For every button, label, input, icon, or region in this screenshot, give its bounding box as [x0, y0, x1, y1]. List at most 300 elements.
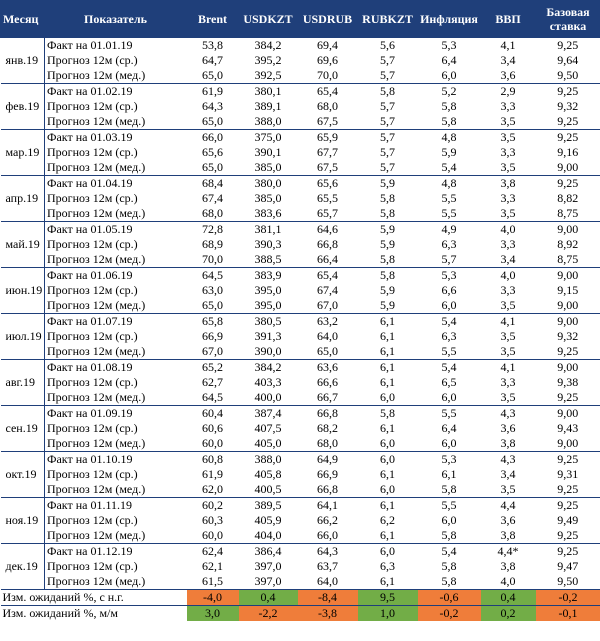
indicator-cell: Прогноз 12м (ср.) — [47, 191, 138, 205]
value-cell: 65,0 — [187, 160, 239, 176]
indicator-cell: Прогноз 12м (мед.) — [45, 206, 187, 222]
value-cell: 9,00 — [536, 436, 600, 452]
change-value-cell: 0,4 — [239, 590, 298, 606]
value-cell: 64,6 — [298, 222, 358, 238]
value-cell: 65,0 — [187, 68, 239, 84]
value-cell: 3,5 — [481, 344, 536, 360]
value-cell: 5,7 — [358, 114, 418, 130]
value-cell: 6,3 — [441, 237, 457, 251]
value-cell: 6,6 — [441, 283, 457, 297]
value-cell: 5,9 — [441, 145, 457, 159]
value-cell: 6,1 — [358, 574, 418, 590]
table-row — [1, 53, 600, 68]
table-row — [1, 222, 600, 238]
indicator-cell: Факт на 01.08.19 — [45, 360, 187, 376]
value-cell: 397,0 — [254, 559, 282, 573]
value-cell: 5,9 — [380, 237, 395, 251]
value-cell: 405,9 — [254, 513, 282, 527]
value-cell: 388,0 — [239, 114, 298, 130]
table-row — [1, 68, 600, 84]
value-cell: 383,6 — [239, 206, 298, 222]
value-cell: 6,0 — [418, 436, 481, 452]
month-cell: дек.19 — [1, 544, 45, 590]
table-row — [1, 268, 600, 284]
value-cell: 3,5 — [500, 329, 516, 343]
indicator-cell: Факт на 01.01.19 — [45, 38, 187, 54]
month-cell: окт.19 — [1, 452, 45, 498]
table-row — [1, 421, 600, 436]
value-cell: 4,1 — [481, 360, 536, 376]
value-cell: 60,0 — [187, 436, 239, 452]
indicator-cell: Прогноз 12м (ср.) — [47, 237, 138, 251]
value-cell: 4,0 — [481, 222, 536, 238]
value-cell: 5,8 — [358, 406, 418, 422]
value-cell: 67,7 — [317, 145, 338, 159]
indicator-cell: Факт на 01.09.19 — [45, 406, 187, 422]
value-cell: 6,5 — [441, 375, 457, 389]
value-cell: 66,7 — [298, 390, 358, 406]
value-cell: 8,75 — [536, 252, 600, 268]
header-indicator: Показатель — [45, 0, 187, 38]
value-cell: 390,0 — [239, 344, 298, 360]
change-value-cell: -0,1 — [536, 606, 600, 622]
value-cell: 66,8 — [298, 482, 358, 498]
value-cell: 60,4 — [187, 406, 239, 422]
value-cell: 5,8 — [358, 252, 418, 268]
value-cell: 407,5 — [254, 421, 282, 435]
value-cell: 62,7 — [202, 375, 223, 389]
month-cell: ноя.19 — [1, 498, 45, 544]
value-cell: 6,1 — [358, 314, 418, 330]
value-cell: 391,3 — [254, 329, 282, 343]
table-row — [1, 329, 600, 344]
table-row — [1, 298, 600, 314]
value-cell: 5,8 — [418, 528, 481, 544]
value-cell: 5,4 — [418, 544, 481, 560]
value-cell: 9,25 — [536, 38, 600, 54]
value-cell: 9,25 — [536, 528, 600, 544]
indicator-cell: Факт на 01.04.19 — [45, 176, 187, 192]
value-cell: 62,1 — [202, 559, 223, 573]
value-cell: 60,2 — [187, 498, 239, 514]
value-cell: 9,00 — [536, 314, 600, 330]
value-cell: 4,0 — [481, 268, 536, 284]
table-row — [1, 237, 600, 252]
value-cell: 9,25 — [536, 390, 600, 406]
value-cell: 62,4 — [187, 544, 239, 560]
value-cell: 63,7 — [317, 559, 338, 573]
value-cell: 6,0 — [441, 513, 457, 527]
value-cell: 3,6 — [500, 421, 516, 435]
change-value-cell: -0,2 — [536, 590, 600, 606]
value-cell: 66,6 — [317, 375, 338, 389]
value-cell: 60,6 — [202, 421, 223, 435]
value-cell: 65,8 — [187, 314, 239, 330]
value-cell: 64,0 — [317, 329, 338, 343]
value-cell: 9,25 — [536, 84, 600, 100]
value-cell: 66,9 — [202, 329, 223, 343]
value-cell: 9,25 — [536, 498, 600, 514]
value-cell: 67,4 — [202, 191, 223, 205]
header-rubkzt: RUBKZT — [358, 0, 418, 38]
value-cell: 9,25 — [536, 544, 600, 560]
value-cell: 70,0 — [298, 68, 358, 84]
value-cell: 390,3 — [254, 237, 282, 251]
table-row — [1, 544, 600, 560]
change-value-cell: 9,5 — [358, 590, 418, 606]
value-cell: 5,6 — [358, 38, 418, 54]
value-cell: 5,8 — [441, 99, 457, 113]
value-cell: 5,8 — [418, 574, 481, 590]
value-cell: 9,25 — [536, 482, 600, 498]
header-base-rate — [536, 0, 600, 38]
value-cell: 3,6 — [500, 513, 516, 527]
value-cell: 3,3 — [500, 283, 516, 297]
value-cell: 6,0 — [358, 452, 418, 468]
table-body — [1, 38, 600, 622]
header-base-rate-line1: Базовая — [546, 4, 590, 19]
value-cell: 6,1 — [358, 344, 418, 360]
value-cell: 4,4 — [481, 498, 536, 514]
value-cell: 400,5 — [239, 482, 298, 498]
value-cell: 68,9 — [202, 237, 223, 251]
change-value-cell: -3,8 — [298, 606, 358, 622]
table-row — [1, 482, 600, 498]
table-row — [1, 436, 600, 452]
value-cell: 68,0 — [298, 436, 358, 452]
value-cell: 60,8 — [187, 452, 239, 468]
indicator-cell: Факт на 01.07.19 — [45, 314, 187, 330]
value-cell: 6,2 — [380, 513, 395, 527]
value-cell: 405,0 — [239, 436, 298, 452]
value-cell: 392,5 — [239, 68, 298, 84]
value-cell: 381,1 — [239, 222, 298, 238]
value-cell: 5,3 — [418, 452, 481, 468]
value-cell: 8,82 — [536, 191, 600, 206]
value-cell: 9,16 — [536, 145, 600, 160]
value-cell: 5,7 — [380, 145, 395, 159]
value-cell: 66,2 — [317, 513, 338, 527]
value-cell: 6,0 — [418, 390, 481, 406]
table-row — [1, 574, 600, 590]
value-cell: 72,8 — [187, 222, 239, 238]
value-cell: 62,0 — [187, 482, 239, 498]
month-cell: июн.19 — [1, 268, 45, 314]
indicator-cell: Прогноз 12м (ср.) — [47, 559, 138, 573]
value-cell: 386,4 — [239, 544, 298, 560]
indicator-cell: Прогноз 12м (мед.) — [45, 252, 187, 268]
value-cell: 3,6 — [481, 68, 536, 84]
table-row — [1, 452, 600, 468]
indicator-cell: Факт на 01.05.19 — [45, 222, 187, 238]
value-cell: 6,3 — [380, 559, 395, 573]
value-cell: 4,8 — [418, 130, 481, 146]
value-cell: 64,3 — [298, 544, 358, 560]
value-cell: 9,47 — [536, 559, 600, 574]
indicator-cell: Факт на 01.02.19 — [45, 84, 187, 100]
value-cell: 5,9 — [358, 222, 418, 238]
month-cell: май.19 — [1, 222, 45, 268]
value-cell: 65,2 — [187, 360, 239, 376]
table-row — [1, 84, 600, 100]
value-cell: 3,5 — [481, 130, 536, 146]
value-cell: 3,3 — [500, 99, 516, 113]
month-cell: апр.19 — [1, 176, 45, 222]
value-cell: 64,3 — [202, 99, 223, 113]
value-cell: 9,00 — [536, 160, 600, 176]
change-value-cell: -8,4 — [298, 590, 358, 606]
value-cell: 3,8 — [481, 528, 536, 544]
value-cell: 5,7 — [418, 252, 481, 268]
indicator-cell: Прогноз 12м (ср.) — [47, 145, 138, 159]
month-cell: фев.19 — [1, 84, 45, 130]
change-label: Изм. ожиданий %, м/м — [1, 606, 187, 622]
value-cell: 69,4 — [298, 38, 358, 54]
value-cell: 380,5 — [239, 314, 298, 330]
value-cell: 395,2 — [254, 53, 282, 67]
value-cell: 69,6 — [317, 53, 338, 67]
value-cell: 387,4 — [239, 406, 298, 422]
value-cell: 9,38 — [536, 375, 600, 390]
value-cell: 384,2 — [239, 38, 298, 54]
indicator-cell: Прогноз 12м (мед.) — [45, 298, 187, 314]
change-value-cell: 0,2 — [481, 606, 536, 622]
value-cell: 65,6 — [298, 176, 358, 192]
value-cell: 375,0 — [239, 130, 298, 146]
indicator-cell: Прогноз 12м (мед.) — [45, 114, 187, 130]
header-brent: Brent — [187, 0, 239, 38]
indicator-cell: Прогноз 12м (ср.) — [47, 329, 138, 343]
value-cell: 3,8 — [481, 176, 536, 192]
value-cell: 64,5 — [187, 390, 239, 406]
indicator-cell: Факт на 01.06.19 — [45, 268, 187, 284]
value-cell: 4,1 — [481, 38, 536, 54]
value-cell: 9,64 — [536, 53, 600, 68]
value-cell: 68,0 — [187, 206, 239, 222]
change-value-cell: 1,0 — [358, 606, 418, 622]
value-cell: 6,0 — [358, 436, 418, 452]
value-cell: 5,7 — [358, 160, 418, 176]
value-cell: 6,0 — [358, 544, 418, 560]
header-usdkzt: USDKZT — [239, 0, 298, 38]
table-row — [1, 406, 600, 422]
month-cell: мар.19 — [1, 130, 45, 176]
expectation-change-row — [1, 590, 600, 606]
value-cell: 5,8 — [358, 268, 418, 284]
value-cell: 67,0 — [187, 344, 239, 360]
value-cell: 63,6 — [298, 360, 358, 376]
value-cell: 3,5 — [481, 298, 536, 314]
table-row — [1, 206, 600, 222]
table-row — [1, 498, 600, 514]
value-cell: 6,0 — [418, 298, 481, 314]
value-cell: 5,5 — [418, 206, 481, 222]
value-cell: 383,9 — [239, 268, 298, 284]
table-row — [1, 283, 600, 298]
value-cell: 404,0 — [239, 528, 298, 544]
indicator-cell: Прогноз 12м (мед.) — [45, 574, 187, 590]
table-row — [1, 145, 600, 160]
value-cell: 5,8 — [418, 114, 481, 130]
value-cell: 3,8 — [481, 436, 536, 452]
value-cell: 6,1 — [380, 375, 395, 389]
value-cell: 395,0 — [254, 283, 282, 297]
change-value-cell: -2,2 — [239, 606, 298, 622]
change-value-cell: -4,0 — [187, 590, 239, 606]
value-cell: 5,4 — [418, 360, 481, 376]
value-cell: 4,9 — [418, 222, 481, 238]
table-row — [1, 191, 600, 206]
value-cell: 4,3 — [481, 406, 536, 422]
value-cell: 60,3 — [202, 513, 223, 527]
value-cell: 9,00 — [536, 268, 600, 284]
header-usdrub: USDRUB — [298, 0, 358, 38]
value-cell: 65,0 — [187, 114, 239, 130]
value-cell: 3,8 — [500, 559, 516, 573]
value-cell: 3,3 — [500, 375, 516, 389]
indicator-cell: Прогноз 12м (мед.) — [45, 528, 187, 544]
expectation-change-row — [1, 606, 600, 622]
value-cell: 4,0 — [481, 574, 536, 590]
value-cell: 5,4 — [418, 160, 481, 176]
value-cell: 3,5 — [481, 482, 536, 498]
value-cell: 385,0 — [254, 191, 282, 205]
value-cell: 66,4 — [298, 252, 358, 268]
table-row — [1, 114, 600, 130]
indicator-cell: Прогноз 12м (ср.) — [47, 375, 138, 389]
value-cell: 5,5 — [441, 191, 457, 205]
value-cell: 6,1 — [358, 528, 418, 544]
indicator-cell: Прогноз 12м (ср.) — [47, 421, 138, 435]
value-cell: 5,8 — [358, 84, 418, 100]
value-cell: 5,2 — [418, 84, 481, 100]
value-cell: 9,25 — [536, 114, 600, 130]
value-cell: 4,1 — [481, 314, 536, 330]
value-cell: 5,9 — [358, 298, 418, 314]
value-cell: 4,3 — [481, 452, 536, 468]
value-cell: 3,5 — [481, 160, 536, 176]
month-cell: янв.19 — [1, 38, 45, 84]
value-cell: 5,8 — [380, 191, 395, 205]
month-cell: авг.19 — [1, 360, 45, 406]
value-cell: 6,0 — [358, 390, 418, 406]
value-cell: 8,75 — [536, 206, 600, 222]
indicator-cell: Прогноз 12м (мед.) — [45, 68, 187, 84]
value-cell: 5,9 — [358, 176, 418, 192]
table-header — [1, 0, 600, 38]
table-row — [1, 38, 600, 54]
value-cell: 65,6 — [202, 145, 223, 159]
change-label: Изм. ожиданий %, с н.г. — [1, 590, 187, 606]
value-cell: 64,0 — [298, 574, 358, 590]
value-cell: 9,00 — [536, 298, 600, 314]
table-row — [1, 559, 600, 574]
value-cell: 9,32 — [536, 329, 600, 344]
value-cell: 5,7 — [380, 53, 395, 67]
table-row — [1, 467, 600, 482]
indicator-cell: Прогноз 12м (мед.) — [45, 390, 187, 406]
value-cell: 67,5 — [298, 160, 358, 176]
table-row — [1, 375, 600, 390]
value-cell: 64,5 — [187, 268, 239, 284]
value-cell: 5,8 — [418, 482, 481, 498]
value-cell: 6,1 — [358, 498, 418, 514]
value-cell: 9,25 — [536, 176, 600, 192]
value-cell: 9,49 — [536, 513, 600, 528]
value-cell: 3,3 — [500, 145, 516, 159]
value-cell: 400,0 — [239, 390, 298, 406]
table-row — [1, 176, 600, 192]
table-row — [1, 314, 600, 330]
table-row — [1, 99, 600, 114]
value-cell: 6,3 — [441, 329, 457, 343]
value-cell: 388,5 — [239, 252, 298, 268]
value-cell: 3,4 — [500, 53, 516, 67]
value-cell: 66,9 — [317, 467, 338, 481]
value-cell: 3,5 — [481, 206, 536, 222]
value-cell: 64,9 — [298, 452, 358, 468]
table-row — [1, 130, 600, 146]
value-cell: 63,0 — [202, 283, 223, 297]
value-cell: 5,8 — [441, 559, 457, 573]
month-cell: сен.19 — [1, 406, 45, 452]
value-cell: 66,0 — [187, 130, 239, 146]
indicator-cell: Факт на 01.10.19 — [45, 452, 187, 468]
value-cell: 388,0 — [239, 452, 298, 468]
value-cell: 3,3 — [500, 237, 516, 251]
value-cell: 3,4 — [500, 467, 516, 481]
table-row — [1, 513, 600, 528]
value-cell: 6,4 — [441, 421, 457, 435]
value-cell: 65,9 — [298, 130, 358, 146]
value-cell: 65,4 — [298, 84, 358, 100]
indicator-cell: Факт на 01.11.19 — [45, 498, 187, 514]
change-value-cell: 3,0 — [187, 606, 239, 622]
value-cell: 8,92 — [536, 237, 600, 252]
value-cell: 380,1 — [239, 84, 298, 100]
header-row — [1, 0, 600, 38]
value-cell: 65,0 — [298, 344, 358, 360]
value-cell: 65,4 — [298, 268, 358, 284]
value-cell: 5,3 — [418, 268, 481, 284]
value-cell: 64,1 — [298, 498, 358, 514]
value-cell: 384,2 — [239, 360, 298, 376]
value-cell: 5,5 — [418, 344, 481, 360]
header-gdp: ВВП — [481, 0, 536, 38]
value-cell: 65,5 — [317, 191, 338, 205]
indicator-cell: Прогноз 12м (мед.) — [45, 436, 187, 452]
value-cell: 390,1 — [254, 145, 282, 159]
value-cell: 9,25 — [536, 344, 600, 360]
indicator-cell: Факт на 01.03.19 — [45, 130, 187, 146]
value-cell: 67,5 — [298, 114, 358, 130]
change-value-cell: -0,6 — [418, 590, 481, 606]
indicator-cell: Факт на 01.12.19 — [45, 544, 187, 560]
value-cell: 6,0 — [358, 482, 418, 498]
value-cell: 65,0 — [187, 298, 239, 314]
value-cell: 2,9 — [481, 84, 536, 100]
value-cell: 4,4* — [481, 544, 536, 560]
value-cell: 6,1 — [380, 467, 395, 481]
value-cell: 6,0 — [418, 68, 481, 84]
value-cell: 68,0 — [317, 99, 338, 113]
value-cell: 67,4 — [317, 283, 338, 297]
indicator-cell: Прогноз 12м (ср.) — [47, 283, 138, 297]
value-cell: 5,7 — [380, 99, 395, 113]
value-cell: 9,32 — [536, 99, 600, 114]
table-row — [1, 344, 600, 360]
value-cell: 6,1 — [358, 360, 418, 376]
